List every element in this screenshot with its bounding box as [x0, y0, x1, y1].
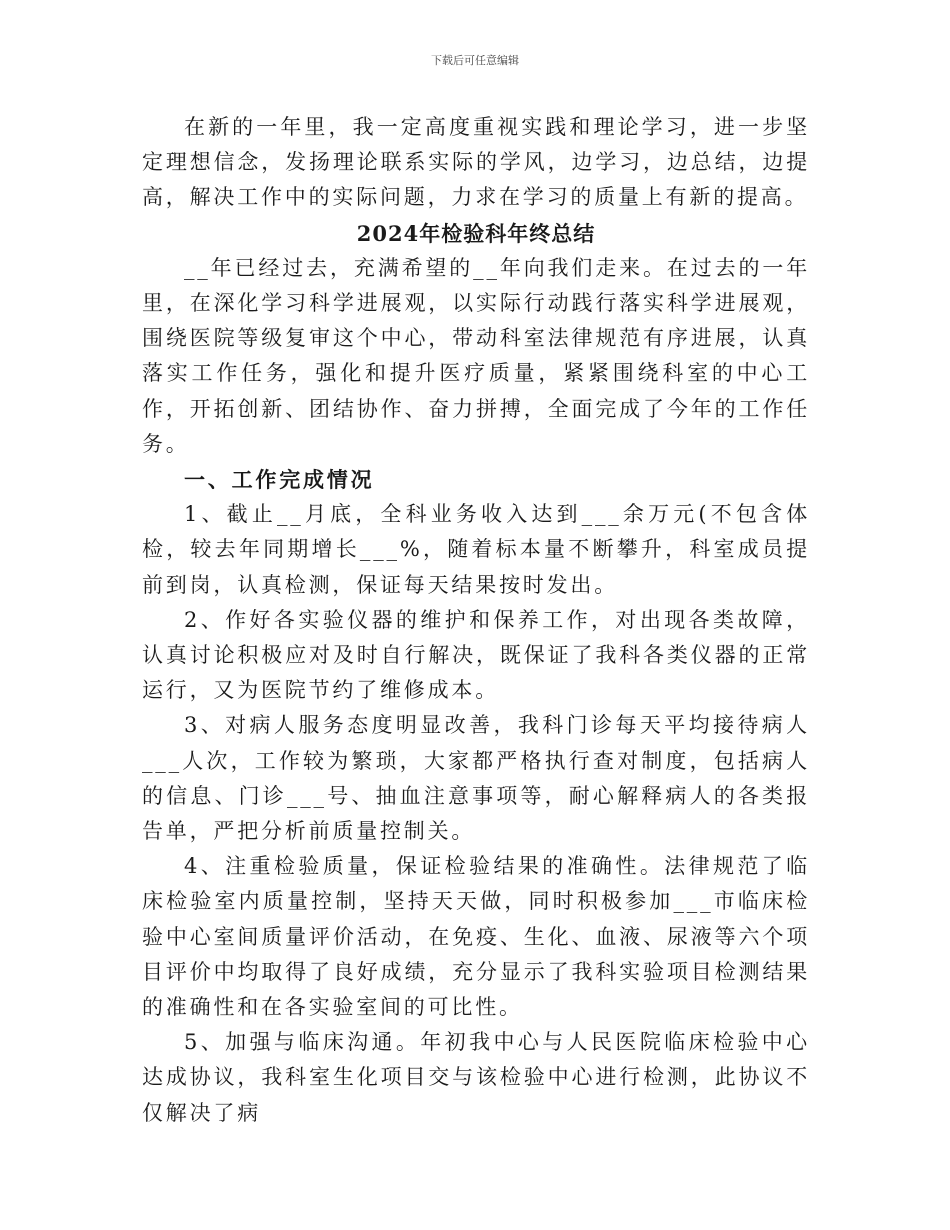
document-body: [142, 110, 810, 1131]
section-heading-work-completion: 一、工作完成情况: [184, 467, 375, 493]
list-item: 1、截止__月底，全科业务收入达到___余万元(不包含体检，较去年同期增长___%，随着标本量不断攀升，科室成员提前到岗，认真检测，保证每天结果按时发出。: [142, 502, 810, 597]
paragraph-intro: __年已经过去，充满希望的__年向我们走来。在过去的一年里，在深化学习科学进展观，以实际行动践行落实科学进展观，围绕医院等级复审这个中心，带动科室法律规范有序进展，认真落实工作任务，强化和提升医疗质量，紧紧围绕科室的中心工作，开拓创新、团结协作、奋力拼搏，全面完成了今年的工作任务。: [142, 255, 810, 456]
list-item: 5、加强与临床沟通。年初我中心与人民医院临床检验中心达成协议，我科室生化项目交与该检验中心进行检测，此协议不仅解决了病: [142, 1030, 810, 1125]
header-note: 下载后可任意编辑: [431, 54, 519, 67]
document-title: 2024年检验科年终总结: [356, 220, 596, 246]
paragraph-closing-previous: 在新的一年里，我一定高度重视实践和理论学习，进一步坚定理想信念，发扬理论联系实际的学风，边学习，边总结，边提高，解决工作中的实际问题，力求在学习的质量上有新的提高。: [142, 115, 810, 210]
list-item: 2、作好各实验仪器的维护和保养工作，对出现各类故障，认真讨论积极应对及时自行解决，既保证了我科各类仪器的正常运行，又为医院节约了维修成本。: [142, 607, 810, 703]
list-item: 3、对病人服务态度明显改善，我科门诊每天平均接待病人___人次，工作较为繁琐，大家都严格执行查对制度，包括病人的信息、门诊___号、抽血注意事项等，耐心解释病人的各类报告单，严把分析前质量控制关。: [142, 713, 810, 844]
list-item: 4、注重检验质量，保证检验结果的准确性。法律规范了临床检验室内质量控制，坚持天天做，同时积极参加___市临床检验中心室间质量评价活动，在免疫、生化、血液、尿液等六个项目评价中均取得了良好成绩，充分显示了我科实验项目检测结果的准确性和在各实验室间的可比性。: [142, 854, 810, 1020]
